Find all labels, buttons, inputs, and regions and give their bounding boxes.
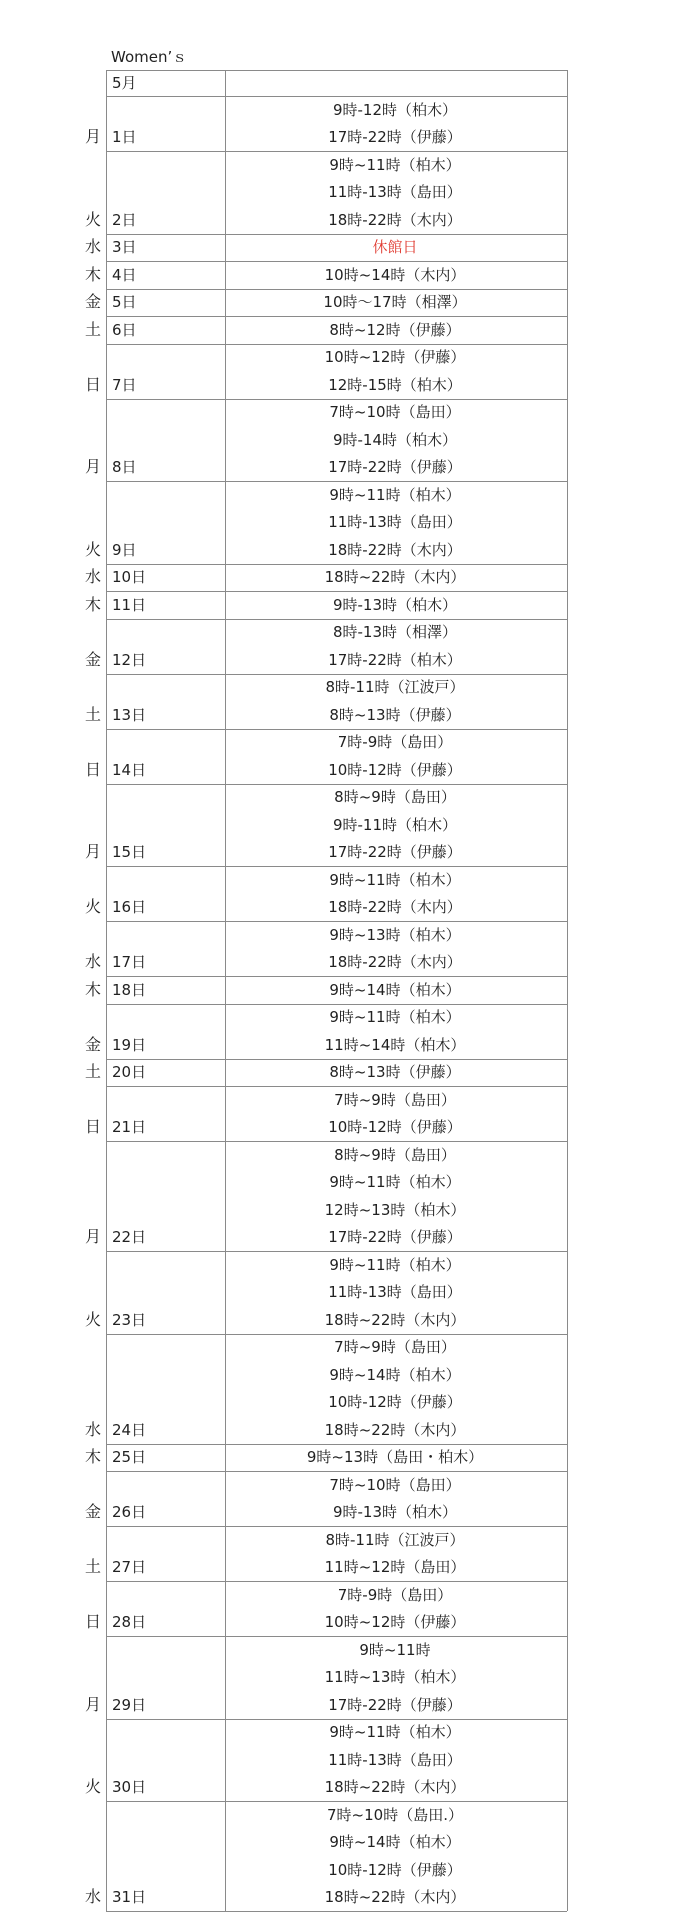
shift-entry: 9時~14時（柏木） xyxy=(329,980,461,999)
shift-entry: 9時-12時（柏木） xyxy=(332,100,458,119)
shift-entry: 17時-22時（伊藤） xyxy=(328,843,462,861)
date-label: 28日 xyxy=(112,1613,147,1631)
weekday-label: 月 xyxy=(84,842,101,861)
shift-entry: 8時-11時（江波戸） xyxy=(325,678,465,696)
shift-entry: 17時-22時（伊藤） xyxy=(328,128,462,146)
shift-entry: 9時~14時（柏木） xyxy=(329,1833,461,1851)
weekday-label: 金 xyxy=(84,1502,101,1521)
weekday-label: 金 xyxy=(84,292,101,311)
table-right-border xyxy=(567,70,568,1911)
shift-entry: 9時~11時（柏木） xyxy=(329,1723,461,1741)
date-label: 21日 xyxy=(112,1118,147,1136)
shift-entry: 18時-22時（木内） xyxy=(328,953,462,971)
weekday-label: 火 xyxy=(84,539,101,559)
shift-entry: 9時-11時（柏木） xyxy=(332,815,458,834)
shift-entry: 18時-22時（木内） xyxy=(328,898,462,916)
weekday-label: 日 xyxy=(84,1612,101,1631)
shift-entry: 17時-22時（伊藤） xyxy=(328,458,462,476)
weekday-label: 金 xyxy=(84,1034,101,1054)
weekday-label: 火 xyxy=(84,897,101,916)
shift-entry: 9時~11時（柏木） xyxy=(329,1173,461,1191)
shift-entry: 10時-12時（伊藤） xyxy=(328,1860,462,1879)
shift-entry: 9時-13時（柏木） xyxy=(332,595,458,614)
shift-entry: 7時~10時（島田.） xyxy=(327,1805,463,1824)
date-label: 23日 xyxy=(112,1310,147,1329)
shift-entry: 8時-11時（江波戸） xyxy=(325,1530,465,1549)
row-divider xyxy=(106,1911,567,1912)
shift-entry: 18時-22時（木内） xyxy=(328,210,462,229)
shift-entry: 11時-13時（島田） xyxy=(328,183,462,201)
shift-entry: 8時~9時（島田） xyxy=(334,788,456,806)
date-label: 20日 xyxy=(112,1063,147,1081)
shift-entry: 18時-22時（木内） xyxy=(328,540,462,559)
date-label: 17日 xyxy=(112,953,147,971)
weekday-label: 日 xyxy=(84,1117,101,1136)
date-label: 24日 xyxy=(112,1420,147,1439)
weekday-label: 月 xyxy=(84,457,101,476)
shift-entry: 11時~14時（柏木） xyxy=(324,1035,466,1054)
shift-entry: 12時-15時（柏木） xyxy=(328,375,462,394)
shift-entry: 10時~12時（伊藤） xyxy=(324,348,466,366)
weekday-label: 水 xyxy=(84,1419,101,1439)
weekday-label: 水 xyxy=(84,1887,101,1906)
weekday-label: 日 xyxy=(84,759,101,779)
shift-entry: 10時-12時（伊藤） xyxy=(328,1118,462,1136)
date-label: 25日 xyxy=(112,1448,147,1466)
weekday-label: 土 xyxy=(84,704,101,724)
shift-entry: 7時~9時（島田） xyxy=(334,1338,456,1356)
shift-entry: 7時~10時（島田） xyxy=(329,1475,461,1494)
date-label: 15日 xyxy=(112,843,147,861)
shift-entry: 18時~22時（木内） xyxy=(324,1778,466,1796)
shift-entry: 7時~9時（島田） xyxy=(334,1090,456,1109)
shift-entry: 8時~9時（島田） xyxy=(334,1145,456,1164)
shift-entry: 18時~22時（木内） xyxy=(324,1310,466,1329)
weekday-label: 火 xyxy=(84,209,101,229)
shift-entry: 18時~22時（木内） xyxy=(324,1888,466,1906)
weekday-label: 火 xyxy=(84,1309,101,1329)
shift-entry: 11時-13時（島田） xyxy=(328,1283,462,1301)
shift-entry: 10時-12時（伊藤） xyxy=(328,1393,462,1411)
shift-entry: 10時-12時（伊藤） xyxy=(328,760,462,779)
weekday-label: 木 xyxy=(84,979,101,999)
weekday-label: 水 xyxy=(84,952,101,971)
shift-entry: 8時-13時（相澤） xyxy=(332,623,458,641)
shift-entry: 17時-22時（柏木） xyxy=(328,650,462,669)
shift-entry: 9時~11時（柏木） xyxy=(329,870,461,889)
date-label: 8日 xyxy=(112,458,137,476)
shift-entry: 7時-9時（島田） xyxy=(337,1585,453,1604)
shift-entry: 7時-9時（島田） xyxy=(337,733,453,751)
date-label: 26日 xyxy=(112,1503,147,1521)
date-label: 29日 xyxy=(112,1695,147,1714)
weekday-label: 土 xyxy=(84,319,101,339)
date-label: 1日 xyxy=(112,128,137,146)
date-label: 9日 xyxy=(112,540,137,559)
shift-entry: 11時-13時（島田） xyxy=(328,513,462,531)
date-label: 3日 xyxy=(112,238,137,256)
date-label: 5日 xyxy=(112,293,137,311)
weekday-label: 月 xyxy=(84,127,101,146)
page-title: Women’ｓ xyxy=(111,48,188,66)
date-label: 16日 xyxy=(112,898,147,916)
weekday-label: 木 xyxy=(84,1447,101,1466)
shift-entry: 18時~22時（木内） xyxy=(324,568,466,586)
shift-entry: 9時~14時（柏木） xyxy=(329,1365,461,1384)
weekday-label: 月 xyxy=(84,1227,101,1246)
weekday-label: 水 xyxy=(84,237,101,256)
shift-entry: 9時~11時（柏木） xyxy=(329,485,461,504)
weekday-label: 木 xyxy=(84,594,101,614)
shift-entry: 9時~11時 xyxy=(359,1640,431,1659)
date-label: 6日 xyxy=(112,320,137,339)
date-label: 4日 xyxy=(112,265,137,284)
shift-entry: 8時~12時（伊藤） xyxy=(329,320,461,339)
column-divider xyxy=(225,70,226,1911)
shift-entry: 18時~22時（木内） xyxy=(324,1420,466,1439)
shift-entry: 9時~11時（柏木） xyxy=(329,155,461,174)
shift-entry: 9時-13時（柏木） xyxy=(332,1503,458,1521)
date-label: 14日 xyxy=(112,760,147,779)
date-label: 18日 xyxy=(112,980,147,999)
weekday-label: 水 xyxy=(84,567,101,586)
shift-entry: 8時~13時（伊藤） xyxy=(329,705,461,724)
date-label: 2日 xyxy=(112,210,137,229)
date-label: 19日 xyxy=(112,1035,147,1054)
table-top-border xyxy=(106,70,567,71)
date-label: 13日 xyxy=(112,705,147,724)
table-left-border xyxy=(106,70,107,1911)
weekday-label: 火 xyxy=(84,1777,101,1796)
weekday-label: 日 xyxy=(84,374,101,394)
shift-entry: 10時~12時（伊藤） xyxy=(324,1613,466,1631)
month-header: 5月 xyxy=(112,74,137,92)
shift-entry: 17時-22時（伊藤） xyxy=(328,1695,462,1714)
weekday-label: 月 xyxy=(84,1694,101,1714)
shift-entry: 11時~13時（柏木） xyxy=(324,1668,466,1686)
date-label: 12日 xyxy=(112,650,147,669)
weekday-label: 木 xyxy=(84,264,101,284)
date-label: 27日 xyxy=(112,1558,147,1576)
weekday-label: 金 xyxy=(84,649,101,669)
shift-entry: 9時~13時（島田・柏木） xyxy=(306,1448,484,1466)
date-label: 31日 xyxy=(112,1888,147,1906)
date-label: 10日 xyxy=(112,568,147,586)
shift-entry: 10時～17時（相澤） xyxy=(323,293,467,311)
shift-entry: 11時-13時（島田） xyxy=(328,1750,462,1769)
date-label: 11日 xyxy=(112,595,147,614)
shift-entry: 17時-22時（伊藤） xyxy=(328,1228,462,1246)
shift-entry: 12時~13時（柏木） xyxy=(324,1200,466,1219)
shift-entry: 7時~10時（島田） xyxy=(329,403,461,421)
shift-entry: 9時~11時（柏木） xyxy=(329,1008,461,1026)
shift-entry: 9時~11時（柏木） xyxy=(329,1255,461,1274)
date-label: 30日 xyxy=(112,1778,147,1796)
weekday-label: 土 xyxy=(84,1062,101,1081)
shift-entry: 9時-14時（柏木） xyxy=(332,430,458,449)
date-label: 7日 xyxy=(112,375,137,394)
weekday-label: 土 xyxy=(84,1557,101,1576)
shift-entry: 10時~14時（木内） xyxy=(324,265,466,284)
shift-entry: 8時~13時（伊藤） xyxy=(329,1063,461,1081)
date-label: 22日 xyxy=(112,1228,147,1246)
shift-entry: 11時~12時（島田） xyxy=(324,1558,466,1576)
shift-entry: 9時~13時（柏木） xyxy=(329,925,461,944)
shift-entry: 休館日 xyxy=(372,238,418,256)
